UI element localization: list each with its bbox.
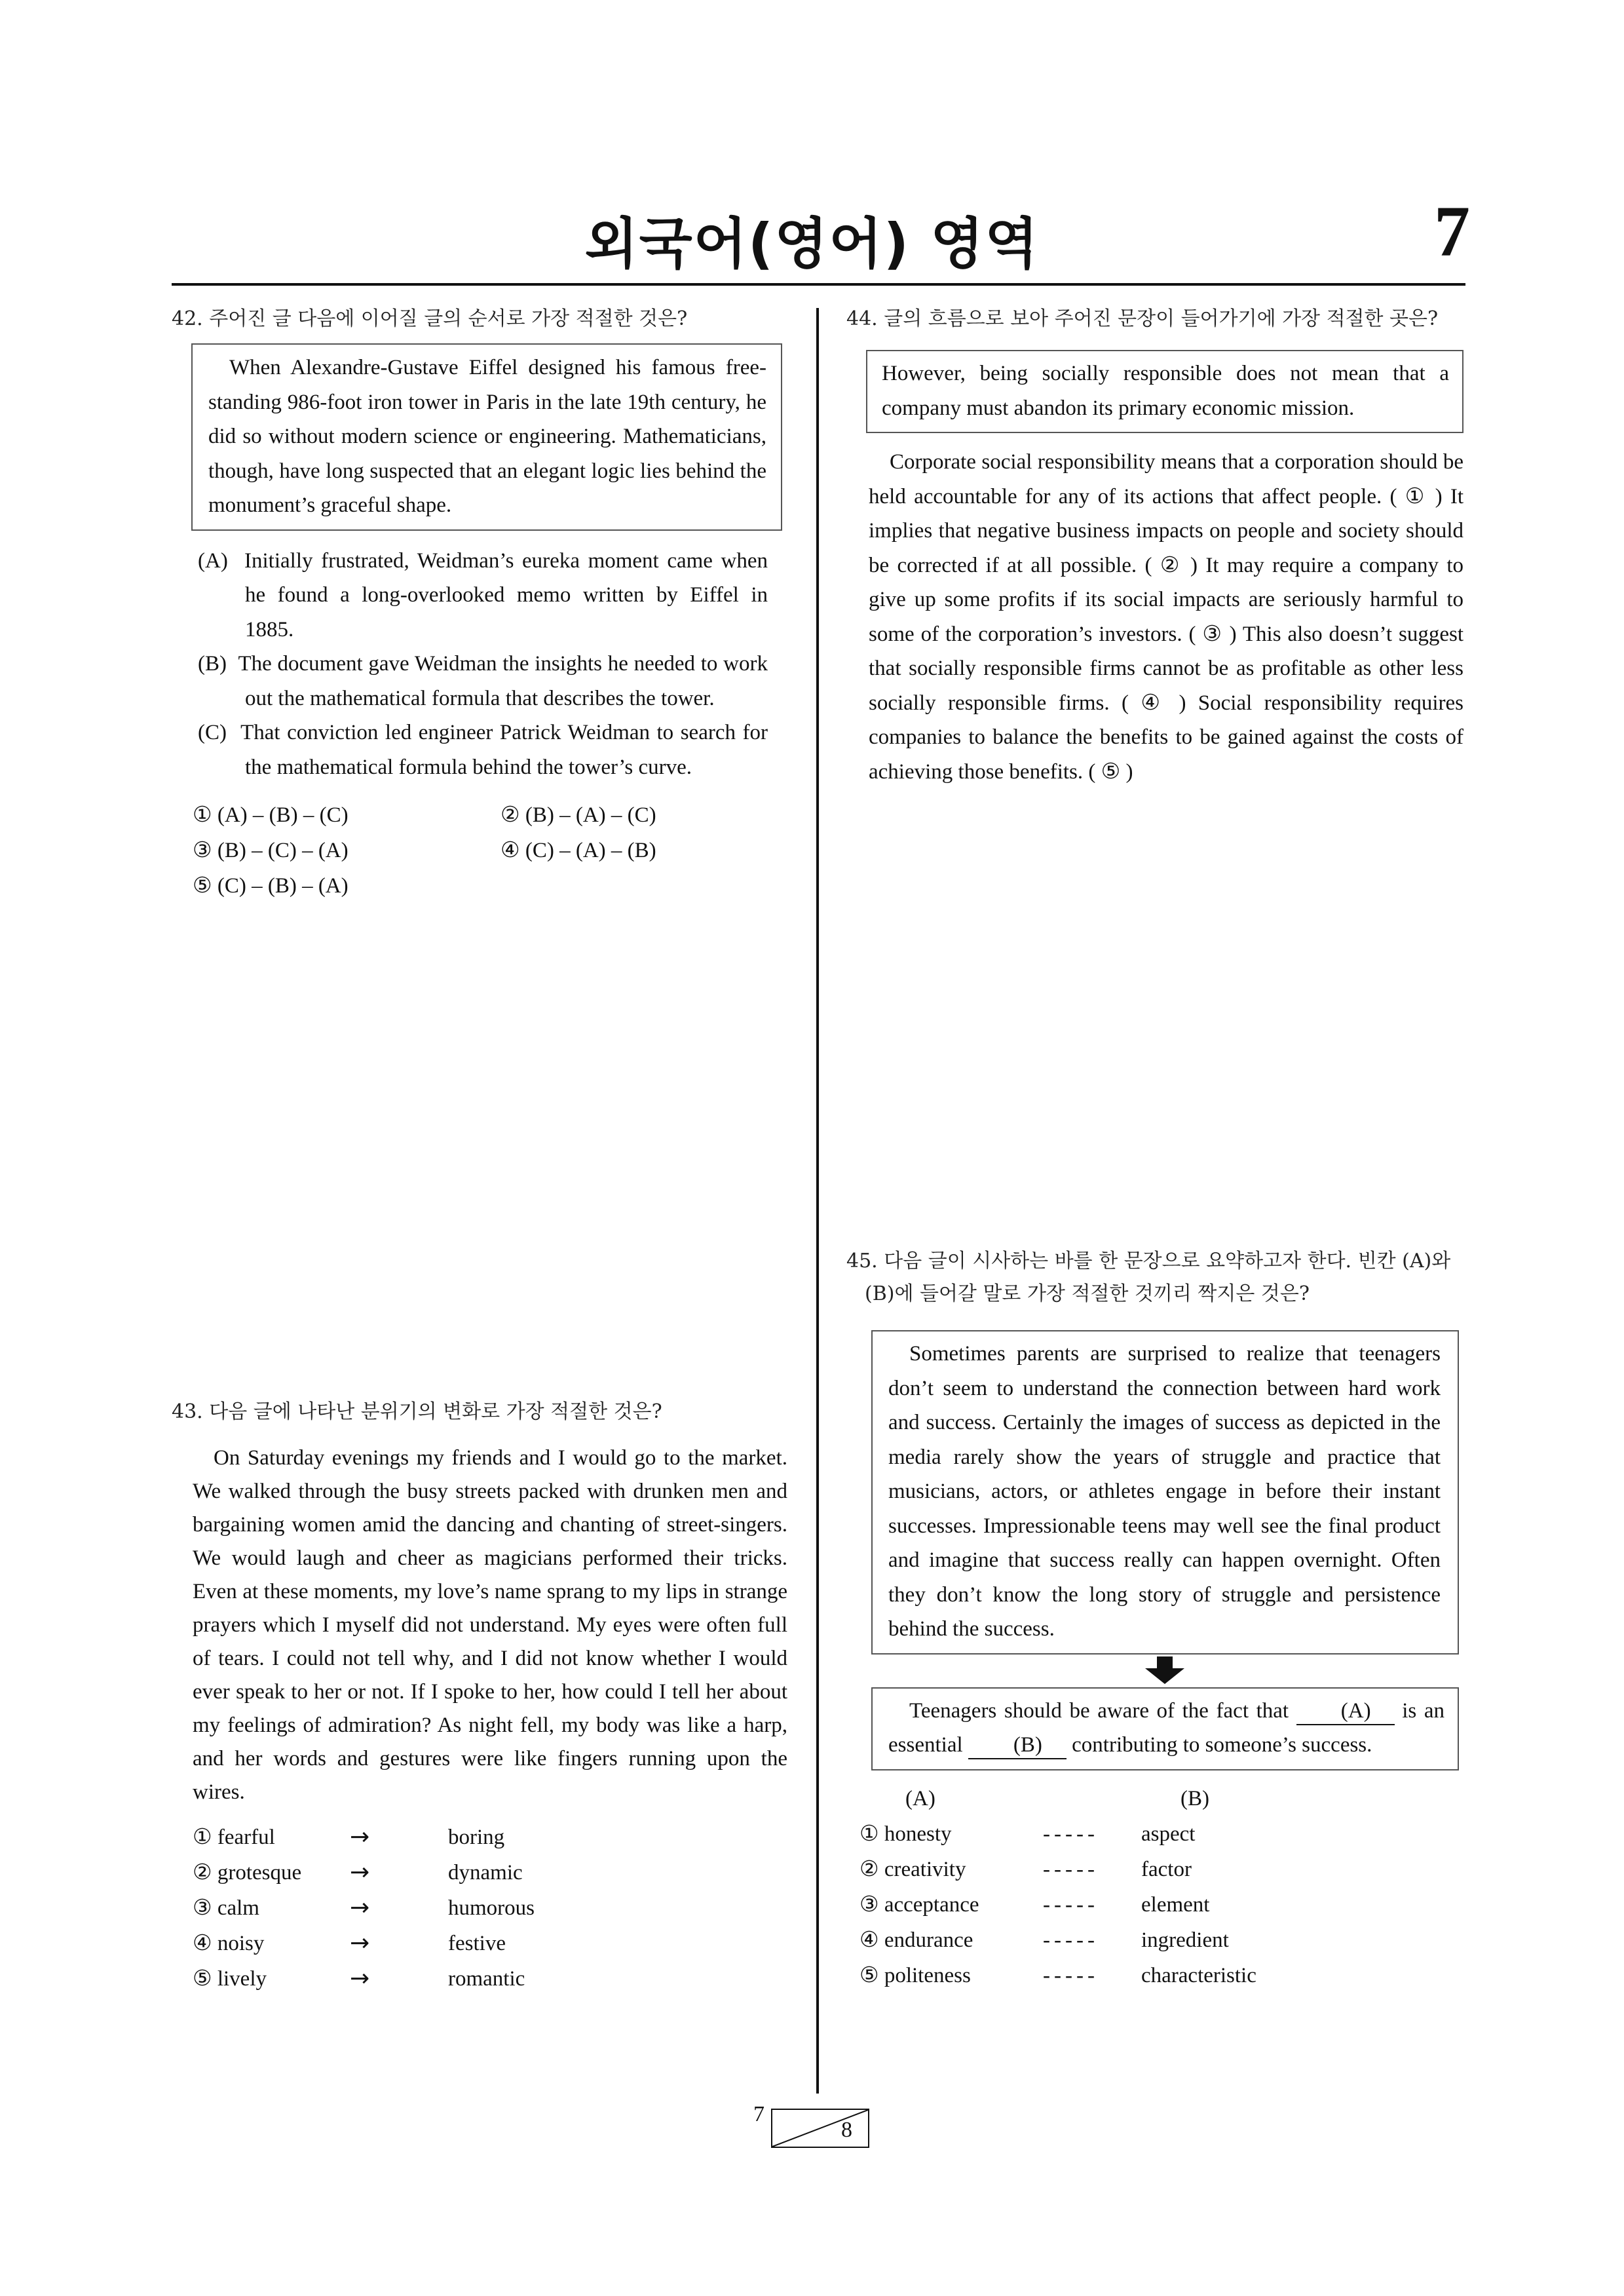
right-column [846,303,1465,1987]
question-45-summary-box [871,1687,1459,1770]
option-2[interactable]: ② creativity ----- factor [859,1857,1192,1881]
question-45-passage: Sometimes parents are surprised to realize that teenagers don’t seem to understand the connection between hard work and success. Certainly the images of success as depicted in the media rarely show the years of struggle and practice that musicians, actors, or athletes engage in before their instant successes. Impressionable teens may well see the final product and imagine that success really can happen overnight. Often they don’t know the long story of struggle and persistence behind the success. [888,1342,1441,1641]
option-1[interactable]: ① honesty ----- aspect [859,1822,1196,1846]
arrow-icon: → [350,1965,370,1992]
options-header: (A) (B) [905,1786,1209,1810]
question-43 [172,1396,789,1997]
question-42-intro-box [191,343,782,531]
option-3[interactable]: ③ acceptance ----- element [859,1892,1210,1917]
column-divider [816,308,819,2094]
arrow-icon: → [350,1824,370,1850]
blank-b: (B) [968,1732,1067,1759]
question-42-item-a: (A) Initially frustrated, Weidman’s eureka moment came when he found a long-overlooked memo written by Eiffel in 1885. [198,548,768,641]
total-pages: 8 [841,2118,852,2142]
question-44-given-sentence: However, being socially responsible does not mean that a company must abandon its primary economic mission. [882,362,1449,420]
question-42 [172,303,789,904]
question-45-options [859,1781,1465,1993]
question-44-title: 44. 글의 흐름으로 보아 주어진 문장이 들어가기에 가장 적절한 곳은? [846,307,1439,330]
question-44 [846,303,1465,789]
question-42-item-c: (C) That conviction led engineer Patrick Weidman to search for the mathematical formula behind the tower’s curve. [198,721,768,779]
question-43-passage: On Saturday evenings my friends and I would go to the market. We walked through the busy streets packed with drunken men and bargaining women amid the dancing and chanting of street-singers. We would laugh and cheer as magicians performed their tricks. Even at these moments, my love’s name sprang to my lips in strange prayers which I myself did not understand. My eyes were often full of tears. I could not tell why, and I did not know whether I would ever speak to her or not. If I spoke to her, how could I tell her about my feelings of admiration? As night fell, my body was like a harp, and her words and gestures were like fingers running upon the wires. [193,1446,787,1804]
option-3[interactable]: ③ (B) – (C) – (A) [193,839,349,862]
arrow-icon: → [350,1930,370,1957]
arrow-icon: → [350,1894,370,1921]
question-42-items [198,544,768,785]
header-rule [172,283,1465,286]
down-arrow-icon [1145,1656,1184,1685]
page-indicator-slash [772,2110,868,2147]
question-45-summary: Teenagers should be aware of the fact that (A) is an essential (B) contributing to someone’s success. [888,1694,1445,1763]
question-42-options [193,797,789,904]
question-44-passage: Corporate social responsibility means that a corporation should be held accountable for any of its actions that affect people. ( ① ) It implies that negative business impacts on people and society should be corrected if at all possible. ( ② ) It may require a company to give up some profits if its social impacts are seriously harmful to some of the corporation’s investors. ( ③ ) This also doesn’t suggest that socially responsible firms cannot be as profitable as other less socially responsible firms. ( ④ ) Social responsibility requires companies to balance the benefits to be gained against the costs of achieving those benefits. ( ⑤ ) [869,450,1463,784]
option-4[interactable]: ④ endurance ----- ingredient [859,1928,1229,1952]
question-42-intro: When Alexandre-Gustave Eiffel designed his famous free-standing 986-foot iron tower in Paris in the late 19th century, he did so without modern science or engineering. Mathematicians, though, have long suspected that an elegant logic lies behind the monument’s graceful shape. [208,356,766,517]
page-number: 7 [1434,191,1470,271]
option-3[interactable]: ③ calm → humorous [193,1890,789,1926]
option-5[interactable]: ⑤ (C) – (B) – (A) [193,874,349,898]
option-4[interactable]: ④ (C) – (A) – (B) [500,839,656,862]
question-44-given-box [866,350,1463,433]
option-1[interactable]: ① (A) – (B) – (C) [193,803,349,827]
blank-a: (A) [1296,1698,1395,1725]
option-5[interactable]: ⑤ lively → romantic [193,1961,789,1997]
summary-arrow [871,1655,1459,1687]
question-42-item-b: (B) The document gave Weidman the insights he needed to work out the mathematical formula that describes the tower. [198,652,768,710]
question-43-title: 43. 다음 글에 나타난 분위기의 변화로 가장 적절한 것은? [172,1400,662,1423]
option-4[interactable]: ④ noisy → festive [193,1926,789,1961]
option-1[interactable]: ① fearful → boring [193,1820,789,1855]
option-2[interactable]: ② (B) – (A) – (C) [500,803,656,827]
question-45-passage-box [871,1330,1459,1655]
question-45-title: 45. 다음 글이 시사하는 바를 한 문장으로 요약하고자 한다. 빈칸 (A)와 (B)에 들어갈 말로 가장 적절한 것끼리 짝지은 것은? [846,1250,1451,1305]
question-45 [846,1245,1465,1993]
left-column [172,303,789,1992]
option-2[interactable]: ② grotesque → dynamic [193,1855,789,1890]
question-42-title: 42. 주어진 글 다음에 이어질 글의 순서로 가장 적절한 것은? [172,307,688,330]
page-indicator-box [771,2109,869,2148]
section-title: 외국어(영어) 영역 [584,212,1040,276]
arrow-icon: → [350,1859,370,1886]
question-43-options [193,1820,789,1997]
option-5[interactable]: ⑤ politeness ----- characteristic [859,1963,1256,1987]
current-page: 7 [753,2102,765,2126]
